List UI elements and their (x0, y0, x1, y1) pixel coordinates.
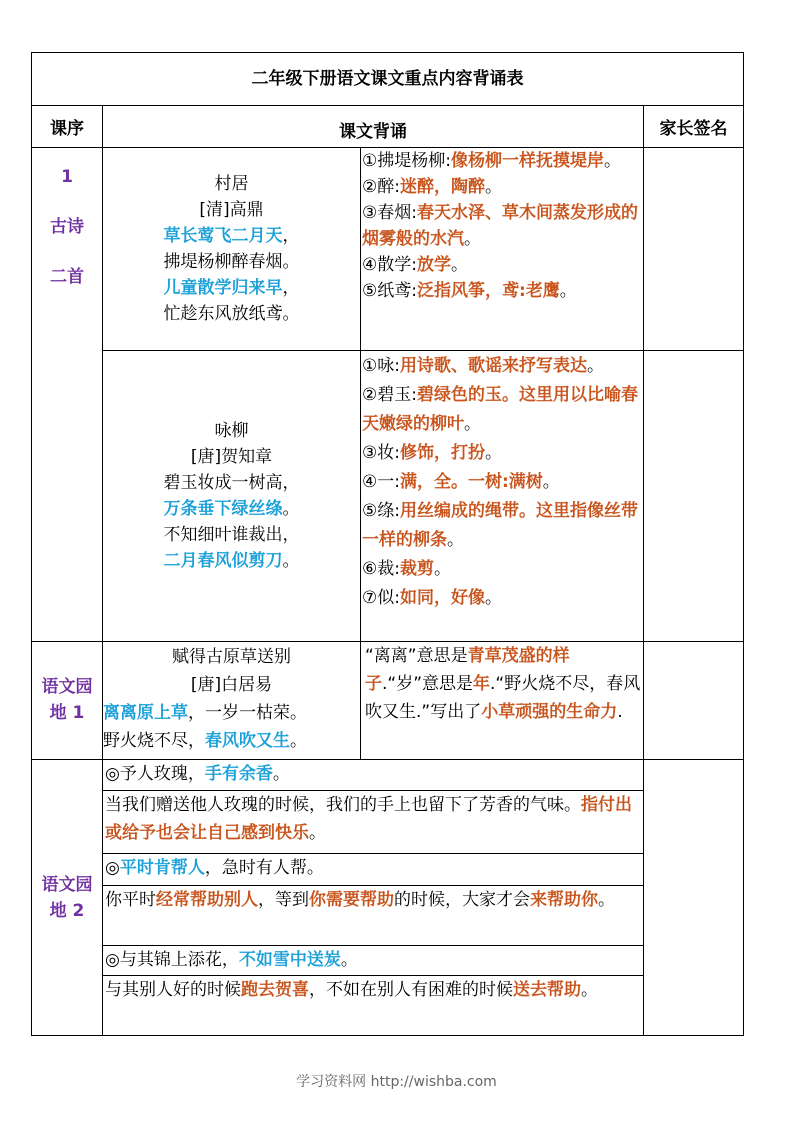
notes-cunju (361, 148, 644, 351)
garden-1-label: 语文园 地 1 (32, 641, 103, 759)
poem-line: 拂堤杨柳醉春烟。 (163, 252, 300, 273)
poem-author: [唐]贺知章 (190, 446, 273, 467)
poem-line: 儿童散学归来早， (163, 278, 300, 299)
note-item: ②碧玉:碧绿色的玉。这里用以比喻春天嫩绿的柳叶。 (362, 384, 638, 434)
header-sign: 家长签名 (644, 106, 744, 148)
proverb-1-explain: 当我们赠送他人玫瑰的时候，我们的手上也留下了芳香的气味。指付出或给予也会让自己感到快乐。 (103, 791, 644, 854)
poem-line: 野火烧不尽，春风吹又生。 (103, 730, 307, 751)
recitation-table (31, 52, 744, 1036)
sign-cell[interactable] (644, 350, 744, 641)
table-title: 二年级下册语文课文重点内容背诵表 (32, 53, 744, 106)
sign-cell[interactable] (644, 760, 744, 1036)
sign-cell[interactable] (644, 148, 744, 351)
note-item: ④散学:放学。 (362, 255, 468, 276)
poem-line: 不知细叶谁裁出， (163, 524, 300, 545)
note-item: ①咏:用诗歌、歌谣来抒写表达。 (362, 355, 604, 376)
note-item: ⑥裁:裁剪。 (362, 558, 451, 579)
note-item: ⑦似:如同，好像。 (362, 587, 502, 608)
header-content: 课文背诵 (103, 106, 644, 148)
notes-yongliu (361, 350, 644, 641)
lesson-name-2: 二首 (50, 267, 84, 288)
poem-line: 碧玉妆成一树高， (163, 472, 300, 493)
note-item: ③春烟:春天水泽、草木间蒸发形成的烟雾般的水汽。 (362, 203, 638, 250)
footer-watermark: 学习资料网 http://wishba.com (296, 1074, 497, 1090)
sign-cell[interactable] (644, 641, 744, 759)
note-item: ②醉:迷醉，陶醉。 (362, 177, 502, 198)
poem-yongliu (103, 350, 361, 641)
proverb-2-explain: 你平时经常帮助别人，等到你需要帮助的时候，大家才会来帮助你。 (103, 885, 644, 945)
poem-title: 咏柳 (214, 420, 249, 441)
proverb-3-explain: 与其别人好的时候跑去贺喜，不如在别人有困难的时候送去帮助。 (103, 975, 644, 1035)
poem-cunju (103, 148, 361, 351)
lesson-number: 1 (61, 167, 73, 188)
poem-author: [清]高鼎 (199, 200, 264, 221)
lesson-1-label (32, 148, 103, 641)
poem-line: 万条垂下绿丝绦。 (163, 498, 300, 519)
poem-line: 离离原上草，一岁一枯荣。 (103, 702, 307, 723)
header-order: 课序 (32, 106, 103, 148)
note-item: ⑤绦:用丝编成的绳带。这里指像丝带一样的柳条。 (362, 500, 638, 550)
note-item: ⑤纸鸢:泛指风筝，鸢:老鹰。 (362, 281, 577, 302)
proverb-1: ◎予人玫瑰，手有余香。 (103, 760, 644, 791)
poem-author: [唐]白居易 (190, 674, 273, 695)
note-fude: “离离”意思是青草茂盛的样子.“岁”意思是年.“野火烧不尽，春风吹又生.”写出了小草顽强的生命力. (361, 641, 644, 759)
poem-title: 赋得古原草送别 (172, 646, 291, 667)
poem-fude (103, 641, 361, 759)
garden-2-label: 语文园 地 2 (32, 760, 103, 1036)
poem-line: 二月春风似剪刀。 (163, 550, 300, 571)
proverb-2: ◎平时肯帮人，急时有人帮。 (103, 854, 644, 885)
note-item: ④一:满，全。一树:满树。 (362, 471, 560, 492)
poem-title: 村居 (214, 174, 249, 195)
note-item: ③妆:修饰，打扮。 (362, 442, 502, 463)
proverb-3: ◎与其锦上添花，不如雪中送炭。 (103, 945, 644, 975)
lesson-name-1: 古诗 (50, 217, 84, 238)
poem-line: 草长莺飞二月天， (163, 226, 300, 247)
poem-line: 忙趁东风放纸鸢。 (163, 304, 300, 325)
note-item: ①拂堤杨柳:像杨柳一样抚摸堤岸。 (362, 151, 621, 172)
